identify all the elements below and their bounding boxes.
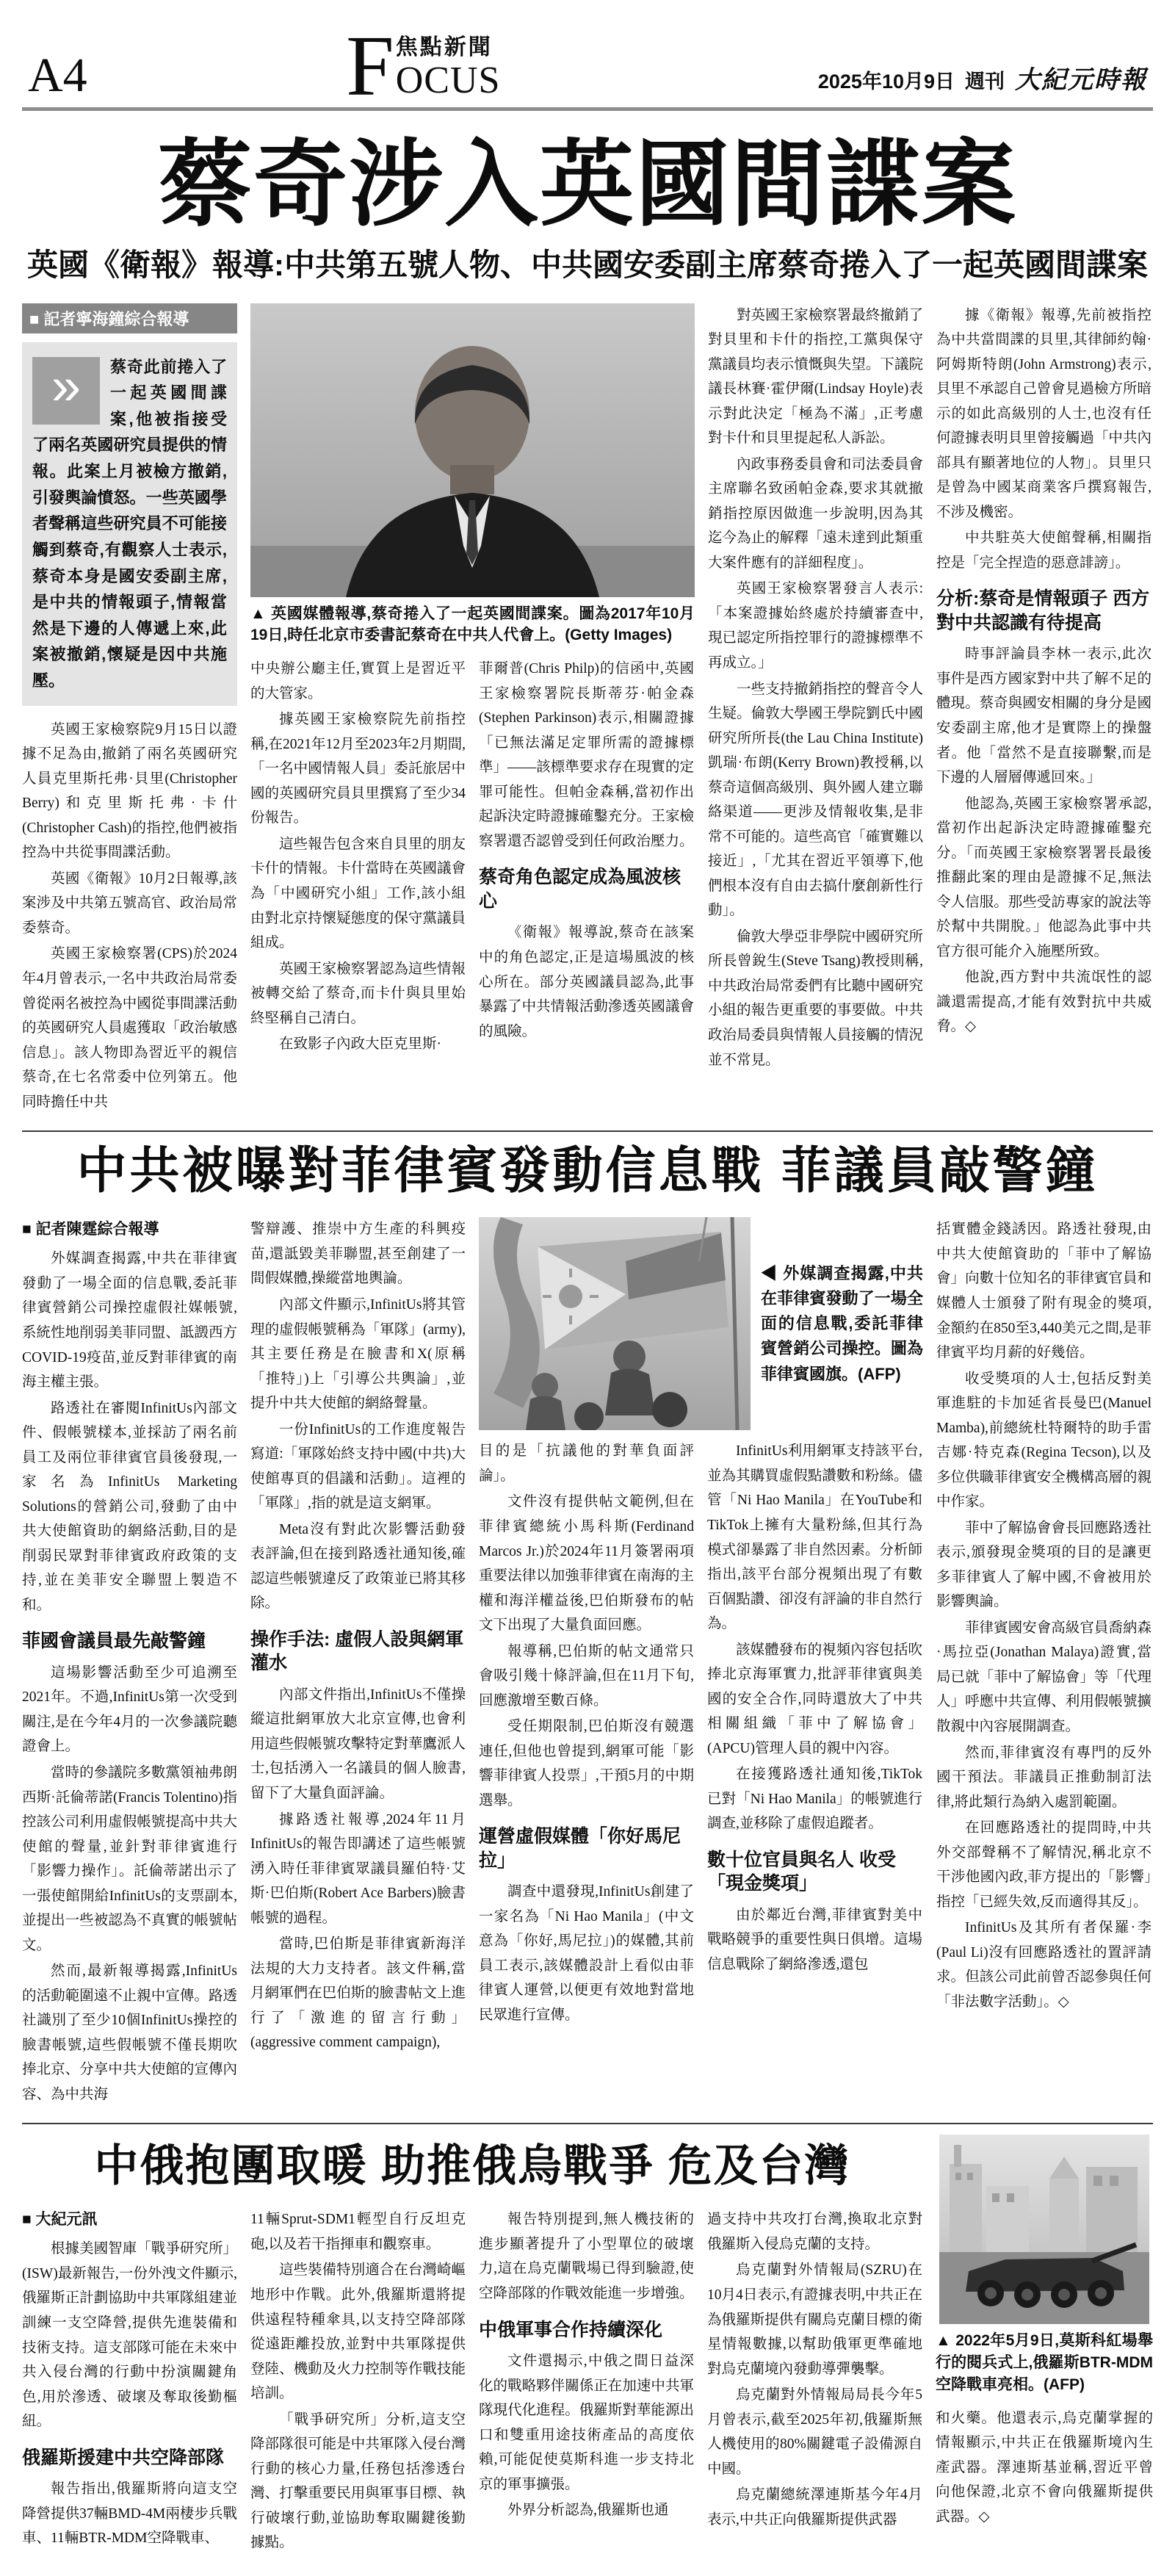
article2-column5	[936, 1217, 1152, 2108]
body-paragraph: 目的是「抗議他的對華負面評論」。	[479, 1443, 694, 1484]
article2-column4	[707, 1439, 922, 2029]
column-subhead: 蔡奇角色認定成為風波核心	[479, 867, 682, 912]
article-china-russia-ukraine	[22, 2135, 1153, 2556]
body-paragraph: 報導稱,巴伯斯的帖文通常只會吸引幾十條評論,但在11月下旬,回應激增至數百條。	[479, 1643, 694, 1709]
article2-photo-caption: ◀ 外媒調查揭露,中共在菲律賓發動了一場全面的信息戰,委託菲律賓營銷公司操控。圖為菲律賓國旗。(AFP)	[761, 1264, 923, 1383]
article1-subheadline: 英國《衛報》報導:中共第五號人物、中共國安委副主席蔡奇捲入了一起英國間諜案	[27, 248, 1148, 283]
body-paragraph: 在致影子內政大臣克里斯·	[279, 1036, 441, 1053]
section-logo	[346, 17, 501, 114]
body-paragraph: 中央辦公廳主任,實質上是習近平的大管家。	[250, 661, 466, 701]
article1-column1	[22, 303, 237, 1116]
body-paragraph: 菲律賓國安會高級官員喬納森·馬拉亞(Jonathan Malaya)證實,當局已就「菲中了解協會」等「代理人」呼應中共宣傳、利用假帳號擴散親中內容展開調查。	[936, 1620, 1152, 1735]
body-paragraph: 「戰爭研究所」分析,這支空降部隊很可能是中共軍隊入侵台灣行動的核心力量,任務包括滲透台灣、打擊重要民用與軍事目標、執行破壞行動,並協助奪取關鍵後勤據點。	[250, 2411, 466, 2551]
body-paragraph: 11輛Sprut-SDM1輕型自行反坦克砲,以及若干指揮車和觀察車。	[250, 2212, 466, 2252]
body-paragraph: 《衛報》報導說,蔡奇在該案中的角色認定,正是這場風波的核心所在。部分英國議員認為,此事暴露了中共情報活動滲透英國議會的風險。	[479, 925, 694, 1039]
article-caiqi-spy-case	[22, 131, 1153, 1116]
body-paragraph: 路透社在審閱InfinitUs內部文件、假帳號樣本,並採訪了兩名前員工及兩位菲律賓官員後發現,一家名為InfinitUs Marketing Solutions的營銷公司,發動了由中共大使館資助的網絡活動,目的是削弱民眾對菲律賓政府政策的支持,並在美菲安全聯盟上製造不和。	[22, 1400, 237, 1613]
body-paragraph: 對英國王家檢察署最終撤銷了對貝里和卡什的指控,工黨與保守黨議員均表示憤慨與失望。下議院議長林賽·霍伊爾(Lindsay Hoyle)表示對此決定「極為不滿」,正考慮對卡什和貝里提起私人訴訟。	[708, 307, 923, 447]
article3-column5	[936, 2406, 1153, 2530]
body-paragraph: 該媒體發布的視頻內容包括吹捧北京海軍實力,批評菲律賓與美國的安全合作,同時還放大了中共相關組織「菲中了解協會」(APCU)管理人員的親中內容。	[707, 1642, 922, 1756]
article1-byline: ■ 記者寧海鐘綜合報導	[22, 303, 237, 333]
body-paragraph: 這些報告包含來自貝里的朋友卡什的情報。卡什當時在英國議會為「中國研究小組」工作,該小組由對北京持懷疑態度的保守黨議員組成。	[250, 836, 466, 951]
article3-column1	[22, 2207, 237, 2556]
body-paragraph: 英國王家檢察院9月15日以證據不足為由,撤銷了兩名英國研究人員克里斯托弗·貝里(Christopher Berry)和克里斯托弗·卡什(Christopher Cash)的指控,他們被指控為中共從事間諜活動。	[22, 721, 237, 861]
body-paragraph: 據英國王家檢察院先前指控稱,在2021年12月至2023年2月期間,「一名中國情報人員」委託旅居中國的英國研究員貝里撰寫了至少34份報告。	[250, 712, 466, 826]
body-paragraph: InfinitUs及其所有者保羅·李(Paul Li)沒有回應路透社的置評請求。但該公司此前曾否認參與任何「非法數字活動」。◇	[936, 1920, 1152, 2010]
issue-date: 2025年10月9日	[817, 71, 955, 93]
body-paragraph: 烏克蘭對外情報局(SZRU)在10月4日表示,有證據表明,中共正在為俄羅斯提供有關烏克蘭目標的衛星情報數據,以幫助俄軍更準確地對烏克蘭境內發動導彈襲擊。	[707, 2262, 922, 2377]
column-subhead: 分析:蔡奇是情報頭子 西方對中共認識有待提高	[936, 588, 1150, 633]
body-paragraph: 菲爾普(Chris Philp)的信函中,英國王家檢察署院長斯蒂芬·帕金森(Stephen Parkinson)表示,相關證據「已無法滿足定罪所需的證據標準」——該標準要求存在現實的定罪可能性。但帕金森稱,當初作出起訴決定時證據確鑿充分。王家檢察署還否認曾受到任何政治壓力。	[479, 661, 694, 849]
article2-byline: ■ 記者陳霆綜合報導	[22, 1221, 159, 1238]
body-paragraph: 根據美國智庫「戰爭研究所」(ISW)最新報告,一份外洩文件顯示,俄羅斯正計劃協助中共軍隊組建並訓練一支空降營,提供先進裝備和技術支持。這支部隊可能在未來中共入侵台灣的行動中扮演關鍵角色,用於滲透、破壞及奪取後勤樞紐。	[22, 2241, 237, 2430]
body-paragraph: 據《衛報》報導,先前被指控為中共當間諜的貝里,其律師約翰·阿姆斯特朗(John Armstrong)表示,貝里不承認自己曾會見過檢方所暗示的如此高級別的人士,也沒有任何證據表明貝里曾接觸過「中共內部具有顯著地位的人物」。貝里只是曾為中國某商業客戶撰寫報告,不涉及機密。	[936, 307, 1152, 520]
body-paragraph: 英國王家檢察署(CPS)於2024年4月曾表示,一名中共政治局常委曾從兩名被控為中國從事間諜活動的英國研究人員處獲取「政治敏感信息」。該人物即為習近平的親信蔡奇,在七名常委中位列第五。他同時擔任中共	[22, 946, 237, 1110]
double-chevron-right-icon: »	[32, 357, 100, 425]
body-paragraph: 這些裝備特別適合在台灣崎嶇地形中作戰。此外,俄羅斯還將提供遠程特種傘具,以支持空降部隊從遠距離投放,並對中共軍隊提供登陸、機動及火力控制等作戰技能培訓。	[250, 2262, 466, 2402]
body-paragraph: 這場影響活動至少可追溯至2021年。不過,InfinitUs第一次受到關注,是在今年4月的一次參議院聽證會上。	[22, 1664, 237, 1755]
article2-headline: 中共被曝對菲律賓發動信息戰 菲議員敲警鐘	[76, 1143, 1099, 1199]
article1-column4	[708, 303, 923, 1116]
article2-photo	[479, 1217, 751, 1430]
article1-lead-text: 蔡奇此前捲入了一起英國間諜案,他被指接受了兩名英國研究員提供的情報。此案上月被檢方撤銷,引發輿論憤怒。一些英國學者聲稱這些研究員不可能接觸到蔡奇,有觀察人士表示,蔡奇本身是國安委副主席,是中共的情報頭子,情報當然是下邊的人傳遞上來,此案被撤銷,懷疑是因中共施壓。	[32, 357, 227, 690]
body-paragraph: 收受獎項的人士,包括反對美軍進駐的卡加延省長曼巴(Manuel Mamba),前總統杜特爾特的助手雷吉娜·特克森(Regina Tecson),以及多位供職菲律賓安全機構高層的親中作家。	[936, 1371, 1152, 1510]
body-paragraph: 當時的參議院多數黨領袖弗朗西斯·託倫蒂諾(Francis Tolentino)指控該公司利用虛假帳號提高中共大使館的聲量,並針對菲律賓進行「影響力操作」。託倫蒂諾出示了一張使館開給InfinitUs的支票副本,並提出一些被認為不真實的帳號帖文。	[22, 1764, 237, 1953]
edition-label: 週刊	[965, 71, 1005, 93]
section-title-zh: 焦點新聞	[395, 35, 493, 59]
section-logo-initial: F	[346, 17, 394, 114]
body-paragraph: 在接獲路透社通知後,TikTok已對「Ni Hao Manila」的帳號進行調查,並移除了虛假追蹤者。	[707, 1767, 922, 1832]
column-subhead: 數十位官員與名人 收受「現金獎項」	[707, 1849, 896, 1894]
body-paragraph: 烏克蘭總統澤連斯基今年4月表示,中共正向俄羅斯提供武器	[707, 2487, 922, 2528]
article2-column1	[22, 1217, 237, 2108]
article-divider-2	[22, 2123, 1153, 2124]
body-paragraph: Meta沒有對此次影響活動發表評論,但在接到路透社通知後,確認這些帳號違反了政策並已將其移除。	[250, 1521, 466, 1612]
body-paragraph: 然而,最新報導揭露,InfinitUs的活動範圍遠不止親中宣傳。路透社識別了至少10個InfinitUs操控的臉書帳號,這些假帳號不僅長期吹捧北京、分享中共大使館的宣傳內容、為中共海	[22, 1963, 237, 2102]
body-paragraph: 烏克蘭對外情報局局長今年5月曾表示,截至2025年初,俄羅斯無人機使用的80%關鍵電子設備源自中國。	[707, 2387, 922, 2477]
article3-col1-text	[22, 2237, 237, 2550]
article3-photo-caption: ▲ 2022年5月9日,莫斯科紅場舉行的閱兵式上,俄羅斯BTR-MDM空降戰車亮相。(AFP)	[936, 2332, 1153, 2394]
body-paragraph: 文件沒有提供帖文範例,但在菲律賓總統小馬科斯(Ferdinand Marcos Jr.)於2024年11月簽署兩項重要法律以加強菲律賓在南海的主權和海洋權益後,巴伯斯發布的帖文下出現了大量負面回應。	[479, 1494, 694, 1634]
article1-photo	[250, 303, 695, 597]
caiqi-portrait-photo	[250, 303, 695, 597]
body-paragraph: 過支持中共攻打台灣,換取北京對俄羅斯入侵烏克蘭的支持。	[707, 2212, 922, 2252]
body-paragraph: 內政事務委員會和司法委員會主席聯名致函帕金森,要求其就撤銷指控原因做進一步說明,因為其迄今為止的解釋「遠未達到此類重大案件應有的詳細程度」。	[708, 456, 923, 571]
body-paragraph: 報告指出,俄羅斯將向這支空降營提供37輛BMD-4M兩棲步兵戰車、11輛BTR-MDM空降戰車、	[22, 2481, 237, 2547]
body-paragraph: 內部文件指出,InfinitUs不僅操縱這批網軍放大北京宣傳,也會利用這些假帳號攻擊特定對華鷹派人士,包括湧入一名議員的個人臉書,留下了大量負面評論。	[250, 1686, 466, 1802]
article2-col1-text	[22, 1246, 237, 2107]
body-paragraph: 和火藥。他還表示,烏克蘭掌握的情報顯示,中共正在俄羅斯境內生產武器。澤連斯基並稱,習近平曾向他保證,北京不會向俄羅斯提供武器。◇	[936, 2410, 1153, 2525]
page-header	[22, 13, 1153, 114]
article2-photo-columns	[479, 1217, 923, 2108]
article3-byline: ■ 大紀元訊	[22, 2211, 98, 2229]
body-paragraph: 外媒調查揭露,中共在菲律賓發動了一場全面的信息戰,委託菲律賓營銷公司操控虛假社媒帳號,系統性地削弱美菲同盟、詆譭西方COVID-19疫苗,並反對菲律賓的南海主權主張。	[22, 1251, 237, 1390]
header-rule	[22, 107, 1153, 111]
body-paragraph: 他說,西方對中共流氓性的認識還需提高,才能有效對抗中共威脅。◇	[936, 970, 1152, 1035]
body-paragraph: 倫敦大學亞非學院中國研究所所長曾銳生(Steve Tsang)教授則稱,中共政治局常委們有比聽中國研究小組的報告更重要的事要做。中共政治局委員與情報人員接觸的情況並不常見。	[708, 928, 923, 1068]
article1-headline: 蔡奇涉入英國間諜案	[157, 133, 1017, 237]
body-paragraph: 警辯護、推崇中方生產的科興疫苗,還詆毀美菲聯盟,甚至創建了一間假媒體,操縱當地輿論。	[250, 1222, 466, 1287]
article1-col1-text	[22, 718, 237, 1115]
article3-headline: 中俄抱團取暖 助推俄烏戰爭 危及台灣	[94, 2141, 850, 2191]
body-paragraph: 他認為,英國王家檢察署承認,當初作出起訴決定時證據確鑿充分。「而英國王家檢察署署長最後推翻此案的理由是證據不足,無法令人信服。那些受訪專家的說法等於幫中共開脫。」他認為此事中共官方很可能介入施壓所致。	[936, 795, 1152, 959]
article-divider-1	[22, 1130, 1153, 1132]
body-paragraph: 時事評論員李林一表示,此次事件是西方國家對中共了解不足的體現。蔡奇與國安相關的身分是國安委副主席,他才是實際上的操盤者。他「當然不是直接聯繫,而是下邊的人層層傳遞回來。」	[936, 646, 1152, 786]
article-philippines-infowar	[22, 1142, 1153, 2108]
body-paragraph: 外界分析認為,俄羅斯也通	[507, 2503, 669, 2519]
article1-column3	[479, 657, 694, 1058]
body-paragraph: 一份InfinitUs的工作進度報告寫道:「軍隊始終支持中國(中共)大使館專頁的倡議和活動」。這裡的「軍隊」,指的就是這支網軍。	[250, 1421, 466, 1512]
btr-mdm-vehicle-photo	[936, 2135, 1153, 2324]
article1-photo-caption: ▲ 英國媒體報導,蔡奇捲入了一起英國間諜案。圖為2017年10月19日,時任北京市委書記蔡奇在中共人代會上。(Getty Images)	[250, 605, 695, 644]
article1-column2	[250, 657, 466, 1058]
page-number: A4	[28, 48, 87, 102]
article3-photo	[936, 2135, 1153, 2324]
article1-column5	[936, 303, 1152, 1116]
body-paragraph: 內部文件顯示,InfinitUs將其管理的虛假帳號稱為「軍隊」(army),其主要任務是在臉書和X(原稱「推特」)上「引導公共輿論」,並提升中共大使館的網絡聲量。	[250, 1296, 466, 1412]
philippine-flag-photo	[479, 1217, 751, 1430]
article1-lead-box	[22, 342, 237, 706]
column-subhead: 菲國會議員最先敲警鐘	[22, 1631, 206, 1652]
body-paragraph: 然而,菲律賓沒有專門的反外國干預法。菲議員正推動制訂法律,將此類行為納入處罰範圍。	[936, 1745, 1152, 1810]
body-paragraph: 在回應路透社的提問時,中共外交部聲稱不了解情況,稱北京不干涉他國內政,菲方提出的「影響」指控「已經失效,反而適得其反」。	[936, 1820, 1152, 1910]
body-paragraph: 文件還揭示,中俄之間日益深化的戰略夥伴關係正在加速中共軍隊現代化進程。俄羅斯對華能源出口和雙重用途技術產品的高度依賴,可能促使莫斯科進一步支持北京的軍事擴張。	[479, 2353, 694, 2492]
column-subhead: 操作手法: 虛假人設與網軍灌水	[250, 1628, 464, 1674]
body-paragraph: 英國《衛報》10月2日報導,該案涉及中共第五號高官、政治局常委蔡奇。	[22, 870, 237, 936]
section-title-en: OCUS	[395, 59, 501, 101]
body-paragraph: 中共駐英大使館聲稱,相關指控是「完全捏造的惡意誹謗」。	[936, 530, 1152, 571]
article2-column2	[250, 1217, 466, 2108]
body-paragraph: 一些支持撤銷指控的聲音令人生疑。倫敦大學國王學院劉氏中國研究所所長(the Lau China Institute)凱瑞·布朗(Kerry Brown)教授稱,以蔡奇這個高級別、與外國人建立聯絡渠道——更涉及情報收集,是非常不可能的。這些高官「確實難以接近」,「尤其在習近平領導下,他們根本沒有自由去搞什麼創新性行動」。	[708, 681, 923, 919]
body-paragraph: 報告特別提到,無人機技術的進步顯著提升了小型單位的破壞力,這在烏克蘭戰場已得到驗證,使空降部隊的作戰效能進一步增強。	[479, 2212, 694, 2302]
article3-photo-column	[936, 2135, 1153, 2556]
column-subhead: 運營虛假媒體「你好馬尼拉」	[479, 1826, 682, 1871]
body-paragraph: 據路透社報導,2024年11月InfinitUs的報告即講述了這些帳號湧入時任菲律賓眾議員羅伯特·艾斯·巴伯斯(Robert Ace Barbers)臉書帳號的過程。	[250, 1811, 466, 1926]
body-paragraph: 英國王家檢察署認為這些情報被轉交給了蔡奇,而卡什與貝里始終堅稱自己清白。	[250, 961, 466, 1026]
masthead-logo: 大紀元時報	[1015, 67, 1147, 94]
body-paragraph: 受任期限制,巴伯斯沒有競選連任,但他也曾提到,網軍可能「影響菲律賓人投票」,干預5月的中期選舉。	[479, 1719, 694, 1808]
article3-column2	[250, 2207, 466, 2556]
body-paragraph: 英國王家檢察署發言人表示:「本案證據始終處於持續審查中,現已認定所指控罪行的證據標準不再成立。」	[708, 581, 923, 671]
body-paragraph: 菲中了解協會會長回應路透社表示,頒發現金獎項的目的是讓更多菲律賓人了解中國,不會被用於影響輿論。	[936, 1520, 1152, 1610]
body-paragraph: InfinitUs利用網軍支持該平台,並為其購買虛假點讚數和粉絲。儘管「Ni Hao Manila」在YouTube和TikTok上擁有大量粉絲,但其行為模式卻暴露了非自然因素。分析師指出,該平台部分視頻出現了有數百個點讚、卻沒有評論的非自然行為。	[707, 1443, 922, 1632]
article3-column3	[479, 2207, 694, 2556]
body-paragraph: 由於鄰近台灣,菲律賓對美中戰略競爭的重要性與日俱增。這場信息戰除了網絡滲透,還包	[707, 1907, 922, 1972]
article1-photo-columns	[250, 303, 695, 1116]
body-paragraph: 調查中還發現,InfinitUs創建了一家名為「Ni Hao Manila」(中文意為「你好,馬尼拉」)的媒體,其前員工表示,該媒體設計上看似由菲律賓人運營,以便更有效地對當地民眾進行宣傳。	[479, 1884, 694, 2024]
body-paragraph: 當時,巴伯斯是菲律賓新海洋法規的大力支持者。該文件稱,當月網軍們在巴伯斯的臉書帖文上進行了「激進的留言行動」(aggressive comment campaign),	[250, 1936, 466, 2051]
column-subhead: 中俄軍事合作持續深化	[479, 2319, 663, 2340]
column-subhead: 俄羅斯援建中共空降部隊	[22, 2447, 225, 2468]
article2-column3	[479, 1439, 694, 2029]
article3-column4	[707, 2207, 922, 2556]
body-paragraph: 括實體金錢誘因。路透社發現,由中共大使館資助的「菲中了解協會」向數十位知名的菲律賓官員和媒體人士頒發了附有現金的獎項,金額約在850至3,440美元之間,是菲律賓平均月薪的好幾倍。	[936, 1222, 1152, 1361]
